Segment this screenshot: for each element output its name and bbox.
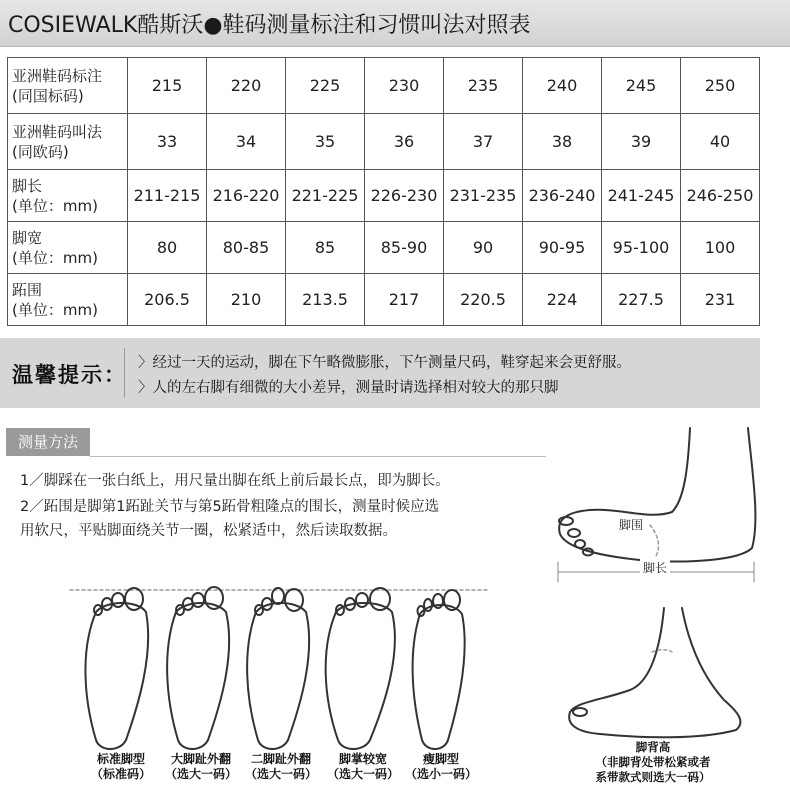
row-header: 脚宽 (单位：mm) [8,222,128,274]
table-cell: 217 [365,274,444,326]
foot-type-note: （选大一码） [244,767,317,781]
table-cell: 235 [444,58,523,114]
table-cell: 39 [602,114,681,170]
table-cell: 250 [681,58,760,114]
table-cell: 85-90 [365,222,444,274]
table-cell: 35 [286,114,365,170]
table-cell: 34 [207,114,286,170]
foot-wide-drawing [326,588,395,749]
method-step-1: 1／脚踩在一张白纸上，用尺量出脚在纸上前后最长点，即为脚长。 [20,473,450,489]
girth-label: 脚围 [619,518,644,532]
table-cell: 90-95 [523,222,602,274]
table-cell: 90 [444,222,523,274]
foot-type-note: （选大一码） [326,767,399,781]
table-cell: 80 [128,222,207,274]
method-step-2-line-2: 用软尺，平贴脚面绕关节一圈，松紧适中，然后读取数据。 [20,523,397,539]
table-cell: 215 [128,58,207,114]
foot-second-toe-drawing [247,588,309,749]
girth-dashed-line [650,525,658,556]
table-cell: 213.5 [286,274,365,326]
table-cell: 206.5 [128,274,207,326]
foot-bunion-drawing [167,587,229,749]
foot-type-standard [76,752,166,782]
table-cell: 220.5 [444,274,523,326]
row-header: 亚洲鞋码叫法 (同欧码) [8,114,128,170]
table-cell: 100 [681,222,760,274]
table-cell: 38 [523,114,602,170]
table-cell: 224 [523,274,602,326]
instep-note-1: （非脚背处带松紧或者 [595,755,711,769]
table-cell: 241-245 [602,170,681,222]
table-cell: 95-100 [602,222,681,274]
method-step-2-line-1: 2／跖围是脚第1跖趾关节与第5跖骨粗隆点的围长，测量时候应选 [20,499,440,515]
row-header: 脚长 (单位：mm) [8,170,128,222]
row-header: 跖围 (单位：mm) [8,274,128,326]
table-cell: 37 [444,114,523,170]
table-cell: 211-215 [128,170,207,222]
table-cell: 216-220 [207,170,286,222]
foot-type-note: （选小一码） [404,767,477,781]
foot-type-name: 瘦脚型 [422,752,459,766]
tip-line-1: 〉经过一天的运动，脚在下午略微膨胀，下午测量尺码，鞋穿起来会更舒服。 [138,355,631,371]
foot-type-second-toe [236,752,326,782]
table-cell: 85 [286,222,365,274]
length-label: 脚长 [640,559,670,576]
page-title: COSIEWALK酷斯沃●鞋码测量标注和习惯叫法对照表 [8,13,531,38]
foot-type-name: 标准脚型 [96,752,145,766]
table-cell: 225 [286,58,365,114]
side-foot-drawing [559,428,755,562]
tips-title: 温馨提示： [12,363,127,387]
instep-foot-drawing [569,608,740,737]
foot-type-slim [396,752,486,782]
foot-type-name: 脚掌较宽 [338,752,387,766]
table-cell: 230 [365,58,444,114]
table-cell: 220 [207,58,286,114]
table-cell: 40 [681,114,760,170]
table-cell: 80-85 [207,222,286,274]
table-cell: 33 [128,114,207,170]
table-cell: 221-225 [286,170,365,222]
foot-standard-drawing [85,588,148,749]
instep-dashed-line [652,650,672,652]
instep-note-2: 系带款式则选大一码） [595,770,711,784]
table-cell: 246-250 [681,170,760,222]
table-cell: 36 [365,114,444,170]
foot-type-name: 大脚趾外翻 [170,752,231,766]
foot-slim-drawing [413,590,465,749]
foot-type-wide [318,752,408,782]
table-cell: 240 [523,58,602,114]
tip-line-2: 〉人的左右脚有细微的大小差异，测量时请选择相对较大的那只脚 [138,380,559,396]
instep-caption [573,740,733,785]
table-cell: 226-230 [365,170,444,222]
method-title: 测量方法 [6,428,90,456]
foot-type-name: 二脚趾外翻 [250,752,311,766]
table-cell: 231-235 [444,170,523,222]
foot-type-note: （标准码） [90,767,151,781]
table-cell: 227.5 [602,274,681,326]
foot-type-note: （选大一码） [164,767,237,781]
row-header: 亚洲鞋码标注 (同国标码) [8,58,128,114]
table-cell: 236-240 [523,170,602,222]
table-cell: 245 [602,58,681,114]
table-cell: 210 [207,274,286,326]
table-cell: 231 [681,274,760,326]
instep-label: 脚背高 [635,740,671,754]
foot-type-bunion [156,752,246,782]
